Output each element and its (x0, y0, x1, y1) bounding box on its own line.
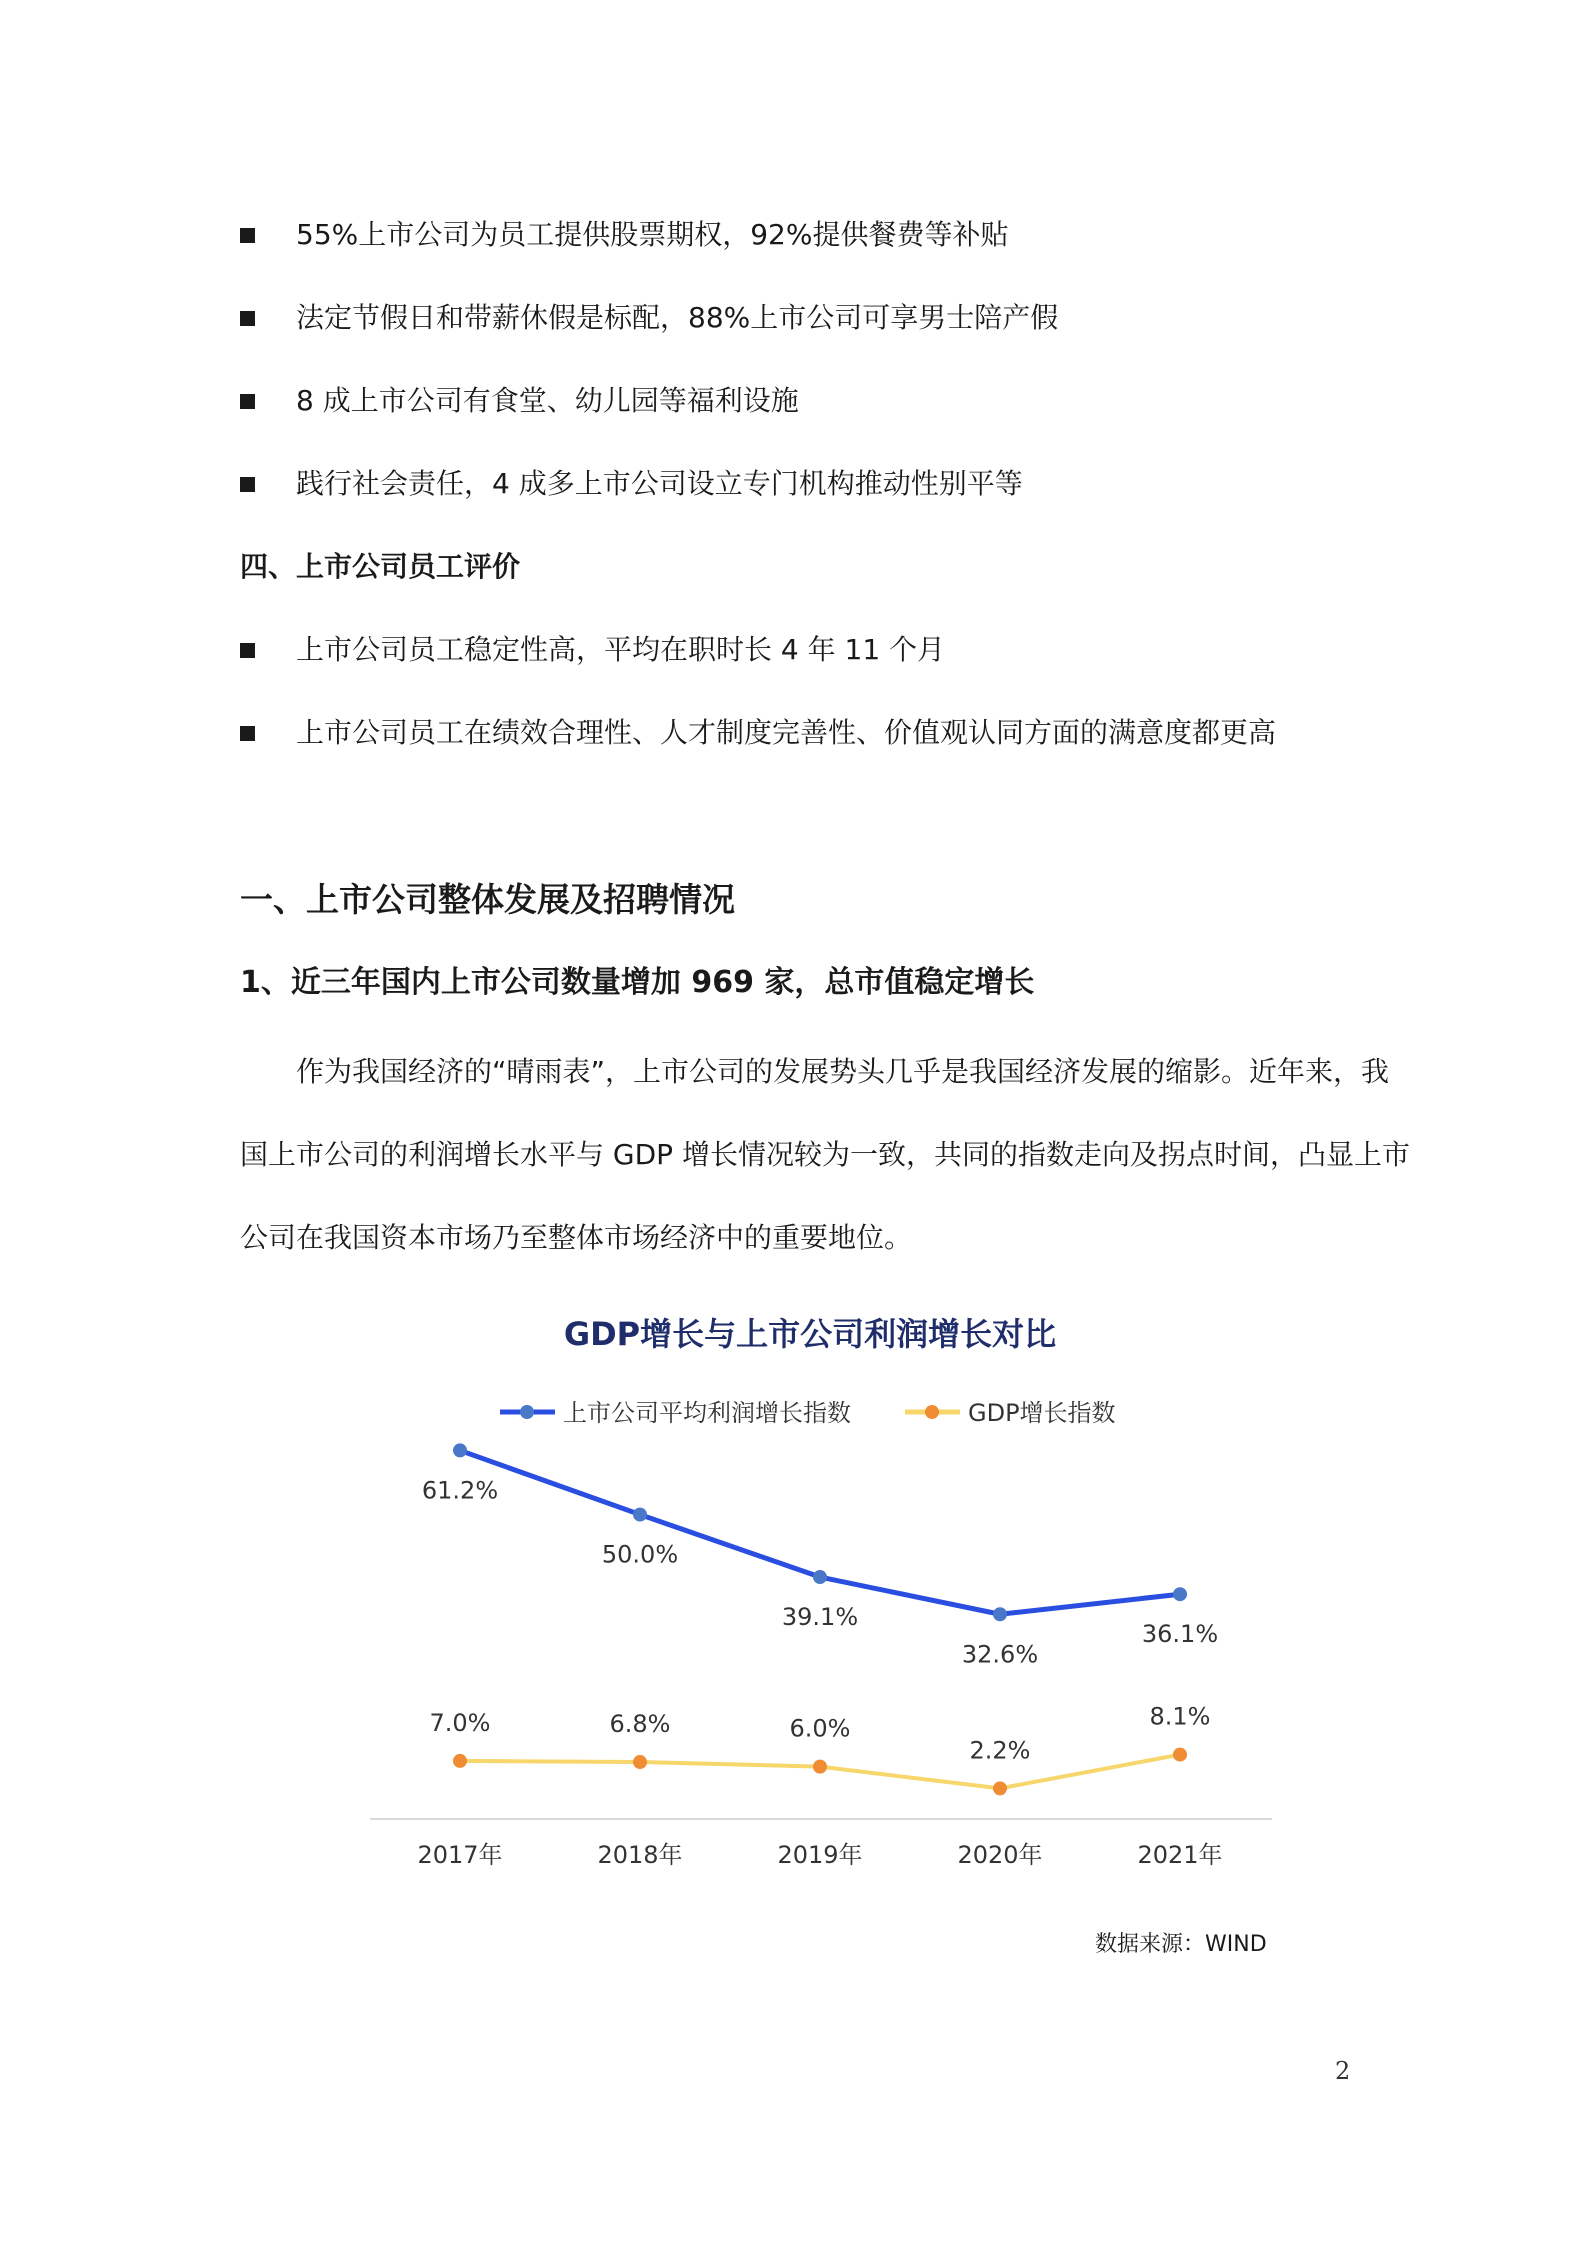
bullet-square-icon (240, 228, 255, 243)
chart-svg (360, 1300, 1300, 1920)
data-label: 8.1% (1149, 1702, 1211, 1731)
bullet-text: 践行社会责任，4 成多上市公司设立专门机构推动性别平等 (296, 467, 1023, 500)
legend-label: 上市公司平均利润增长指数 (563, 1399, 851, 1427)
bullet-text: 8 成上市公司有食堂、幼儿园等福利设施 (296, 384, 799, 417)
x-tick-label: 2021年 (1137, 1841, 1223, 1869)
chart-legend (500, 1399, 1116, 1427)
data-point-marker (633, 1755, 647, 1769)
chart-title: GDP增长与上市公司利润增长对比 (563, 1315, 1057, 1353)
data-label: 50.0% (601, 1540, 679, 1569)
line-chart (360, 1300, 1300, 1980)
legend-marker (925, 1405, 939, 1419)
data-label: 36.1% (1141, 1620, 1219, 1649)
subsection-title: 1、近三年国内上市公司数量增加 969 家，总市值稳定增长 (240, 965, 1035, 1000)
data-label: 32.6% (961, 1640, 1039, 1669)
x-tick-label: 2020年 (957, 1841, 1043, 1869)
paragraph-line: 作为我国经济的“晴雨表”，上市公司的发展势头几乎是我国经济发展的缩影。近年来，我 (296, 1055, 1390, 1088)
data-label: 2.2% (969, 1736, 1031, 1765)
data-label: 6.8% (609, 1710, 671, 1739)
bullet-text: 法定节假日和带薪休假是标配，88%上市公司可享男士陪产假 (296, 301, 1059, 334)
legend-marker (520, 1405, 534, 1419)
bullet-text: 上市公司员工在绩效合理性、人才制度完善性、价值观认同方面的满意度都更高 (296, 716, 1277, 749)
series-line (460, 1450, 1180, 1614)
data-point-marker (813, 1760, 827, 1774)
paragraph-line: 公司在我国资本市场乃至整体市场经济中的重要地位。 (240, 1221, 913, 1254)
x-tick-label: 2018年 (597, 1841, 683, 1869)
data-label: 39.1% (781, 1603, 859, 1632)
data-label: 6.0% (789, 1714, 851, 1743)
data-point-marker (1173, 1587, 1187, 1601)
bullet-square-icon (240, 394, 255, 409)
data-point-marker (633, 1508, 647, 1522)
data-point-marker (993, 1607, 1007, 1621)
page-number: 2 (1335, 2057, 1351, 2085)
data-point-marker (813, 1570, 827, 1584)
bullet-square-icon (240, 726, 255, 741)
bullet-square-icon (240, 477, 255, 492)
bullet-square-icon (240, 643, 255, 658)
data-point-marker (1173, 1748, 1187, 1762)
chapter-title: 一、上市公司整体发展及招聘情况 (240, 880, 735, 919)
x-tick-label: 2017年 (417, 1841, 503, 1869)
data-point-marker (453, 1443, 467, 1457)
body-paragraph (240, 1030, 1410, 1279)
bullet-text: 上市公司员工稳定性高，平均在职时长 4 年 11 个月 (296, 633, 946, 666)
legend-label: GDP增长指数 (968, 1399, 1116, 1427)
bullet-text: 55%上市公司为员工提供股票期权，92%提供餐费等补贴 (296, 218, 1009, 251)
paragraph-line: 国上市公司的利润增长水平与 GDP 增长情况较为一致，共同的指数走向及拐点时间，凸显上市 (240, 1138, 1410, 1171)
bullet-square-icon (240, 311, 255, 326)
x-tick-label: 2019年 (777, 1841, 863, 1869)
data-point-marker (993, 1781, 1007, 1795)
data-point-marker (453, 1754, 467, 1768)
plot-area (417, 1443, 1222, 1869)
data-source-note: 数据来源：WIND (1095, 1932, 1267, 1957)
data-label: 61.2% (421, 1476, 499, 1505)
data-label: 7.0% (429, 1708, 491, 1737)
section-heading: 四、上市公司员工评价 (240, 550, 521, 583)
